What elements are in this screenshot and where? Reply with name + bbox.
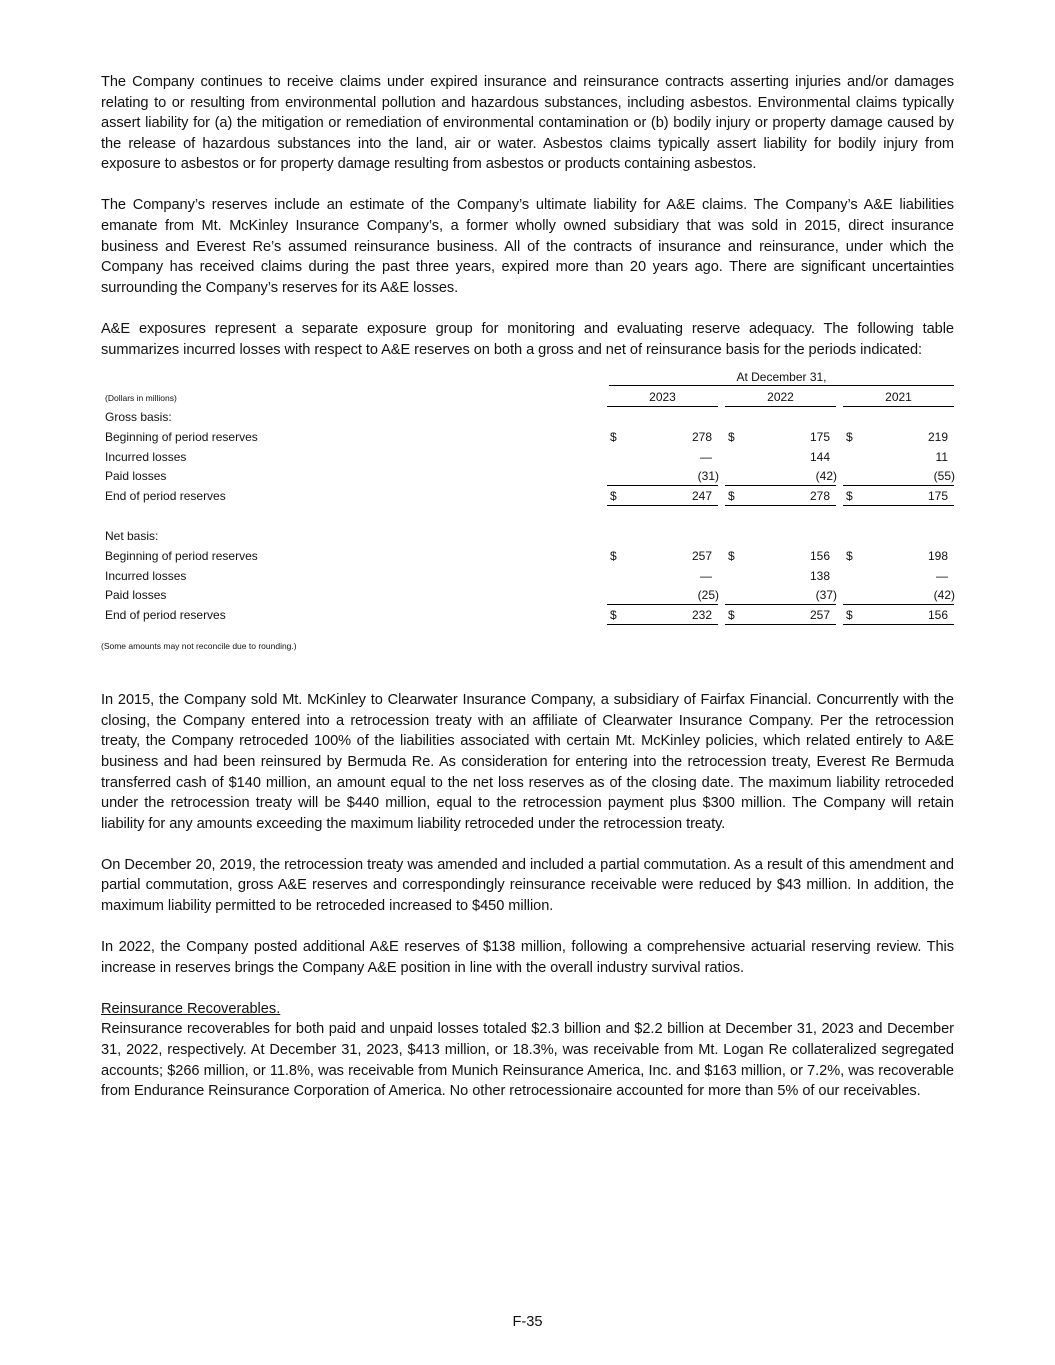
currency-symbol: $: [610, 430, 617, 445]
table-cell-value: 257: [809, 607, 830, 622]
paragraph-additional-reserves: In 2022, the Company posted additional A&E reserves of $138 million, following a comprehensive actuarial reserving review. This increase in reserves brings the Company A&E position in line with the overall industry survival ratios.: [101, 939, 954, 976]
section-heading-reinsurance-recoverables: Reinsurance Recoverables.: [101, 1000, 281, 1017]
row-label: Incurred losses: [105, 449, 187, 464]
table-cell-value: (42): [815, 469, 837, 484]
currency-symbol: $: [846, 430, 853, 445]
table-cell-value: (55): [933, 469, 955, 484]
table-cell-value: 175: [927, 488, 948, 503]
table-footnote: (Some amounts may not reconcile due to rounding.): [101, 641, 297, 652]
table-units: (Dollars in millions): [105, 393, 177, 404]
table-cell-value: (42): [933, 588, 955, 603]
paragraph-environmental-claims: The Company continues to receive claims under expired insurance and reinsurance contracts asserting injuries and/or damages relating to or resulting from environmental pollution and hazardous substances, including asbestos. Environmental claims typically assert liability for (a) the mitigation or remediation of environmental contamination or (b) bodily injury or property damage caused by the release of hazardous substances into the land, air or water. Asbestos claims typically assert liability for bodily injury from exposure to asbestos or for property damage resulting from asbestos or products containing asbestos.: [101, 74, 954, 173]
table-cell-value: 138: [809, 568, 830, 583]
total-rule: [725, 624, 836, 625]
currency-symbol: $: [846, 607, 853, 622]
table-cell-value: (37): [815, 588, 837, 603]
row-label: Beginning of period reserves: [105, 430, 258, 445]
currency-symbol: $: [610, 488, 617, 503]
row-label: End of period reserves: [105, 607, 226, 622]
table-cell-value: 278: [809, 488, 830, 503]
currency-symbol: $: [728, 430, 735, 445]
currency-symbol: $: [728, 488, 735, 503]
paragraph-reinsurance-recoverables: Reinsurance recoverables for both paid and unpaid losses totaled $2.3 billion and $2.2 billion at December 31, 2023 and December 31, 2022, respectively. At December 31, 2023, $413 million, or 18.3%, was receivable from Mt. Logan Re collateralized segregated accounts; $266 million, or 11.8%, was receivable from Munich Reinsurance America, Inc. and $163 million, or 7.2%, was recoverable from Endurance Reinsurance Corporation of America. No other retrocessionaire accounted for more than 5% of our receivables.: [101, 1021, 954, 1100]
page-number: F-35: [512, 1314, 543, 1330]
table-cell-value: 247: [691, 488, 712, 503]
currency-symbol: $: [846, 549, 853, 564]
ae-reserves-table: [101, 369, 954, 669]
table-cell-value: 156: [927, 607, 948, 622]
table-cell-value: 219: [927, 430, 948, 445]
table-cell-value: 156: [809, 549, 830, 564]
table-cell-value: 144: [809, 449, 830, 464]
paragraph-reserves-estimate: The Company’s reserves include an estimate of the Company’s ultimate liability for A&E claims. The Company’s A&E liabilities emanate from Mt. McKinley Insurance Company’s, a former wholly owned subsidiary that was sold in 2015, direct insurance business and Everest Re’s assumed reinsurance business. All of the contracts of insurance and reinsurance, under which the Company has received claims during the past three years, expired more than 20 years ago. There are significant uncertainties surrounding the Company’s reserves for its A&E losses.: [101, 197, 954, 296]
table-cell-value: —: [700, 568, 712, 583]
currency-symbol: $: [728, 549, 735, 564]
row-label: Beginning of period reserves: [105, 549, 258, 564]
section-heading-net: Net basis:: [105, 529, 159, 544]
table-cell-value: 278: [691, 430, 712, 445]
currency-symbol: $: [728, 607, 735, 622]
row-label: End of period reserves: [105, 488, 226, 503]
total-rule: [607, 624, 718, 625]
table-cell-value: (25): [697, 588, 719, 603]
paragraph-exposure-group: A&E exposures represent a separate exposure group for monitoring and evaluating reserve adequacy. The following table summarizes incurred losses with respect to A&E reserves on both a gross and net of reinsurance basis for the periods indicated:: [101, 320, 954, 358]
table-cell-value: —: [936, 568, 948, 583]
year-header: 2022: [725, 388, 836, 407]
table-cell-value: 232: [691, 607, 712, 622]
total-rule: [607, 505, 718, 506]
table-cell-value: 11: [935, 449, 948, 464]
document-page: [101, 72, 954, 1122]
paragraph-mckinley-sale: In 2015, the Company sold Mt. McKinley to Clearwater Insurance Company, a subsidiary of Fairfax Financial. Concurrently with the closing, the Company entered into a retrocession treaty with an affiliate of Clearwater Insurance Company. Per the retrocession treaty, the Company retroceded 100% of the liabilities associated with certain Mt. McKinley policies, which related entirely to A&E business and had been reinsured by Bermuda Re. As consideration for entering into the retrocession treaty, Everest Re Bermuda transferred cash of $140 million, an amount equal to the net loss reserves as of the closing date. The maximum liability retroceded under the retrocession treaty will be $440 million, equal to the retrocession payment plus $300 million. The Company will retain liability for any amounts exceeding the maximum liability retroceded under the retrocession treaty.: [101, 692, 954, 832]
currency-symbol: $: [610, 549, 617, 564]
row-label: Paid losses: [105, 469, 167, 484]
paragraph-treaty-amendment: On December 20, 2019, the retrocession treaty was amended and included a partial commutation. As a result of this amendment and partial commutation, gross A&E reserves and correspondingly reinsurance receivable were reduced by $43 million. In addition, the maximum liability permitted to be retroceded increased to $450 million.: [101, 856, 954, 914]
section-heading-gross: Gross basis:: [105, 410, 172, 425]
year-header: 2023: [607, 388, 718, 407]
total-rule: [725, 505, 836, 506]
year-header: 2021: [843, 388, 954, 407]
currency-symbol: $: [846, 488, 853, 503]
table-cell-value: (31): [697, 469, 719, 484]
total-rule: [843, 624, 954, 625]
table-cell-value: 175: [809, 430, 830, 445]
table-cell-value: 198: [927, 549, 948, 564]
total-rule: [843, 505, 954, 506]
row-label: Paid losses: [105, 588, 167, 603]
row-label: Incurred losses: [105, 568, 187, 583]
table-group-header: At December 31,: [609, 369, 954, 386]
currency-symbol: $: [610, 607, 617, 622]
table-cell-value: 257: [691, 549, 712, 564]
table-cell-value: —: [700, 449, 712, 464]
